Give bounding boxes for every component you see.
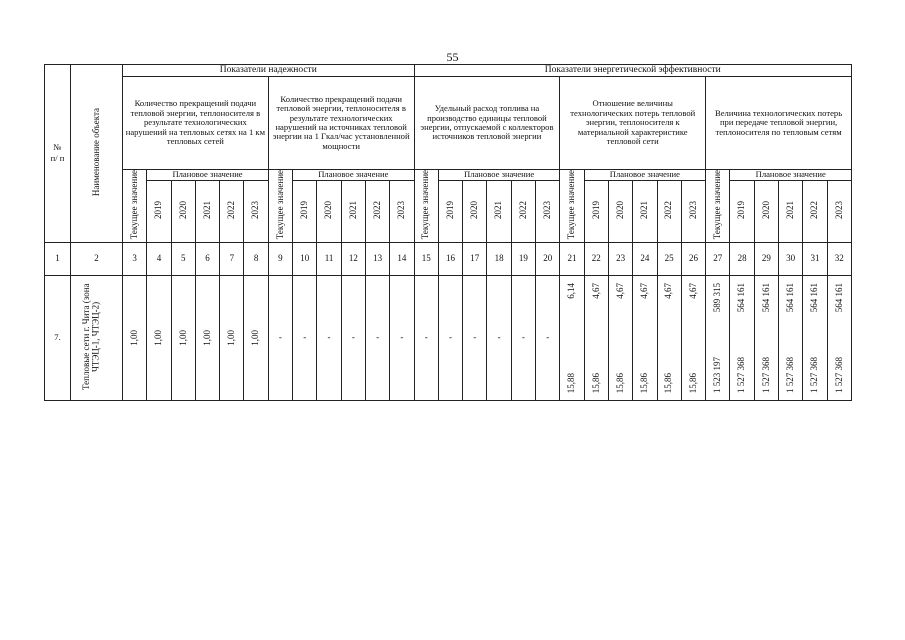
current-value-header: Текущее значение bbox=[560, 170, 584, 243]
year-header: 2023 bbox=[390, 181, 414, 242]
year-header: 2019 bbox=[438, 181, 462, 242]
data-cell bbox=[584, 275, 608, 400]
data-cell bbox=[220, 275, 244, 400]
year-header: 2020 bbox=[171, 181, 195, 242]
column-number: 26 bbox=[681, 242, 705, 275]
cell-value: 1,00 bbox=[153, 330, 164, 346]
data-cell bbox=[536, 275, 560, 400]
data-cell bbox=[730, 275, 754, 400]
column-number: 30 bbox=[779, 242, 803, 275]
column-number: 3 bbox=[123, 242, 147, 275]
year-header: 2021 bbox=[195, 181, 219, 242]
year-header: 2019 bbox=[730, 181, 754, 242]
column-number: 7 bbox=[220, 242, 244, 275]
year-header: 2023 bbox=[681, 181, 705, 242]
cell-value-bottom: 1 527 368 bbox=[809, 356, 820, 393]
cell-value: 1,00 bbox=[250, 330, 261, 346]
column-number: 10 bbox=[293, 242, 317, 275]
data-cell bbox=[706, 275, 730, 400]
cell-value-top: 589 315 bbox=[712, 282, 723, 313]
indicator-header-row bbox=[45, 77, 852, 170]
column-number: 23 bbox=[608, 242, 632, 275]
year-header: 2020 bbox=[317, 181, 341, 242]
object-header bbox=[71, 65, 123, 243]
cell-value: - bbox=[400, 331, 404, 342]
column-number: 21 bbox=[560, 242, 584, 275]
planned-value-header: Плановое значение bbox=[293, 170, 414, 181]
indicators-table bbox=[44, 64, 852, 401]
year-header: 2022 bbox=[511, 181, 535, 242]
column-number: 25 bbox=[657, 242, 681, 275]
data-cell bbox=[779, 275, 803, 400]
year-header: 2020 bbox=[463, 181, 487, 242]
column-number: 22 bbox=[584, 242, 608, 275]
cell-value-top: 4,67 bbox=[590, 282, 601, 299]
cell-value-bottom: 1 527 368 bbox=[784, 356, 795, 393]
group-header-row bbox=[45, 65, 852, 77]
data-cell bbox=[633, 275, 657, 400]
cell-value-bottom: 15,86 bbox=[687, 372, 698, 393]
data-cell bbox=[463, 275, 487, 400]
year-header: 2020 bbox=[608, 181, 632, 242]
data-cell bbox=[438, 275, 462, 400]
planned-value-header: Плановое значение bbox=[584, 170, 705, 181]
data-cell bbox=[147, 275, 171, 400]
data-cell bbox=[268, 275, 292, 400]
column-number: 11 bbox=[317, 242, 341, 275]
data-cell bbox=[681, 275, 705, 400]
index-header-label: № п/ п bbox=[50, 142, 65, 164]
cell-value: - bbox=[424, 331, 428, 342]
cell-value-top: 564 161 bbox=[809, 282, 820, 313]
cell-value-bottom: 15,86 bbox=[590, 372, 601, 393]
data-cell bbox=[560, 275, 584, 400]
cell-value: - bbox=[449, 331, 452, 342]
cell-value-bottom: 15,86 bbox=[614, 372, 625, 393]
cell-value: 1,00 bbox=[128, 330, 139, 346]
data-cell bbox=[657, 275, 681, 400]
year-header: 2022 bbox=[220, 181, 244, 242]
cell-value-bottom: 1 527 368 bbox=[833, 356, 844, 393]
data-cell bbox=[365, 275, 389, 400]
year-header: 2019 bbox=[584, 181, 608, 242]
data-cell bbox=[390, 275, 414, 400]
column-number: 18 bbox=[487, 242, 511, 275]
planned-value-header: Плановое значение bbox=[438, 170, 559, 181]
cell-value-top: 4,67 bbox=[639, 282, 650, 299]
cell-value: - bbox=[521, 331, 525, 342]
column-number: 32 bbox=[827, 242, 851, 275]
object-name-label: Тепловые сети г. Чита (зона ЧТЭЦ-1, ЧТЭЦ-2) bbox=[80, 283, 100, 390]
cell-value-top: 6,14 bbox=[566, 282, 577, 299]
current-value-header: Текущее значение bbox=[414, 170, 438, 243]
cell-value-bottom: 1 527 368 bbox=[736, 356, 747, 393]
column-number: 1 bbox=[45, 242, 71, 275]
cell-value: - bbox=[327, 331, 331, 342]
column-number: 8 bbox=[244, 242, 268, 275]
year-header: 2020 bbox=[754, 181, 778, 242]
row-index: 7. bbox=[45, 275, 71, 400]
data-cell bbox=[803, 275, 827, 400]
indicator-header: Величина технологических потерь при передаче тепловой энергии, теплоносителя по тепловым сетям bbox=[706, 77, 852, 170]
page-number: 55 bbox=[446, 50, 459, 64]
year-header: 2019 bbox=[147, 181, 171, 242]
data-cell bbox=[341, 275, 365, 400]
current-value-header: Текущее значение bbox=[706, 170, 730, 243]
cell-value: 1,00 bbox=[177, 330, 188, 346]
column-number: 12 bbox=[341, 242, 365, 275]
indicator-header: Отношение величины технологических потерь тепловой энергии, теплоносителя к материальной характеристике тепловой сети bbox=[560, 77, 706, 170]
cell-value-top: 564 161 bbox=[760, 282, 771, 313]
column-number: 14 bbox=[390, 242, 414, 275]
year-header-row bbox=[45, 181, 852, 242]
column-number-row bbox=[45, 242, 852, 275]
cell-value: - bbox=[351, 331, 355, 342]
column-number: 13 bbox=[365, 242, 389, 275]
column-number: 9 bbox=[268, 242, 292, 275]
indicator-header: Количество прекращений подачи тепловой энергии, теплоносителя в результате технологических нарушений на тепловых сетях на 1 км тепловых сетей bbox=[123, 77, 269, 170]
data-cell bbox=[827, 275, 851, 400]
efficiency-group-header: Показатели энергетической эффективности bbox=[414, 65, 851, 77]
data-cell bbox=[414, 275, 438, 400]
indicator-header: Количество прекращений подачи тепловой энергии, теплоносителя в результате технологических нарушений на источниках тепловой энергии на 1 Гкал/час установленной мощности bbox=[268, 77, 414, 170]
column-number: 20 bbox=[536, 242, 560, 275]
column-number: 15 bbox=[414, 242, 438, 275]
year-header: 2022 bbox=[657, 181, 681, 242]
year-header: 2023 bbox=[244, 181, 268, 242]
cell-value: 1,00 bbox=[201, 330, 212, 346]
cell-value: 1,00 bbox=[226, 330, 237, 346]
column-number: 27 bbox=[706, 242, 730, 275]
data-cell bbox=[317, 275, 341, 400]
reliability-group-header: Показатели надежности bbox=[123, 65, 415, 77]
cell-value-bottom: 1 523 197 bbox=[712, 356, 723, 393]
column-number: 6 bbox=[195, 242, 219, 275]
column-number: 28 bbox=[730, 242, 754, 275]
data-cell bbox=[123, 275, 147, 400]
cell-value-top: 564 161 bbox=[784, 282, 795, 313]
year-header: 2023 bbox=[536, 181, 560, 242]
column-number: 17 bbox=[463, 242, 487, 275]
cell-value-top: 564 161 bbox=[833, 282, 844, 313]
data-cell bbox=[754, 275, 778, 400]
column-number: 2 bbox=[71, 242, 123, 275]
cell-value-bottom: 15,86 bbox=[639, 372, 650, 393]
cell-value: - bbox=[546, 331, 550, 342]
column-number: 29 bbox=[754, 242, 778, 275]
column-number: 19 bbox=[511, 242, 535, 275]
cell-value-top: 4,67 bbox=[663, 282, 674, 299]
data-cell bbox=[195, 275, 219, 400]
cell-value: - bbox=[473, 331, 477, 342]
year-header: 2022 bbox=[365, 181, 389, 242]
cell-value: - bbox=[497, 331, 501, 342]
column-number: 24 bbox=[633, 242, 657, 275]
year-header: 2022 bbox=[803, 181, 827, 242]
current-value-header: Текущее значение bbox=[123, 170, 147, 243]
indicator-header: Удельный расход топлива на производство единицы тепловой энергии, отпускаемой с коллекторов источников тепловой энергии bbox=[414, 77, 560, 170]
data-cell bbox=[608, 275, 632, 400]
column-number: 5 bbox=[171, 242, 195, 275]
year-header: 2021 bbox=[779, 181, 803, 242]
data-cell bbox=[171, 275, 195, 400]
column-number: 4 bbox=[147, 242, 171, 275]
data-cell bbox=[511, 275, 535, 400]
plan-header-row bbox=[45, 170, 852, 181]
column-number: 31 bbox=[803, 242, 827, 275]
year-header: 2021 bbox=[487, 181, 511, 242]
planned-value-header: Плановое значение bbox=[730, 170, 852, 181]
year-header: 2021 bbox=[633, 181, 657, 242]
cell-value-top: 564 161 bbox=[736, 282, 747, 313]
current-value-header: Текущее значение bbox=[268, 170, 292, 243]
cell-value-bottom: 15,86 bbox=[663, 372, 674, 393]
column-number: 16 bbox=[438, 242, 462, 275]
cell-value: - bbox=[376, 331, 380, 342]
data-cell bbox=[244, 275, 268, 400]
year-header: 2021 bbox=[341, 181, 365, 242]
cell-value: - bbox=[278, 331, 282, 342]
index-header bbox=[45, 65, 71, 243]
row-object-name bbox=[71, 275, 123, 400]
table-row bbox=[45, 275, 852, 400]
planned-value-header: Плановое значение bbox=[147, 170, 268, 181]
cell-value-bottom: 15,88 bbox=[566, 372, 577, 393]
year-header: 2019 bbox=[293, 181, 317, 242]
object-header-label: Наименование объекта bbox=[90, 108, 101, 197]
cell-value-top: 4,67 bbox=[614, 282, 625, 299]
cell-value-bottom: 1 527 368 bbox=[760, 356, 771, 393]
data-cell bbox=[293, 275, 317, 400]
cell-value-top: 4,67 bbox=[687, 282, 698, 299]
year-header: 2023 bbox=[827, 181, 851, 242]
cell-value: - bbox=[303, 331, 307, 342]
data-cell bbox=[487, 275, 511, 400]
